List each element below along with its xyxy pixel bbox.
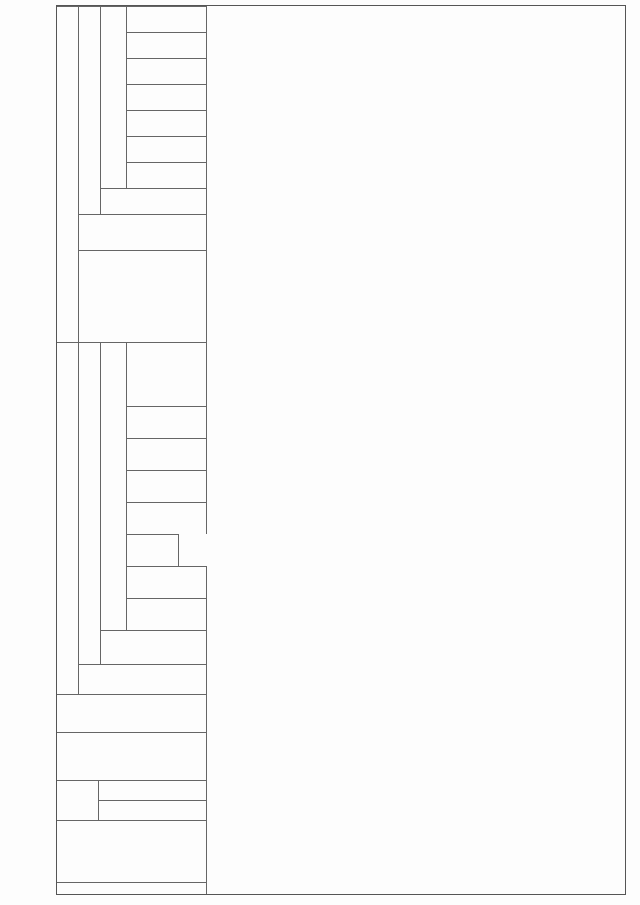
header-ind-2019 — [127, 32, 207, 58]
header-2016-note — [127, 502, 207, 534]
header-finance — [57, 342, 79, 694]
header-term-from — [99, 800, 207, 820]
header-ind-2020 — [127, 6, 207, 32]
header-2015 — [127, 566, 207, 598]
header-ind-2016 — [127, 110, 207, 136]
header-term — [57, 780, 99, 820]
header-ind-2015 — [127, 136, 207, 162]
header-2018 — [127, 438, 207, 470]
header-term-to — [99, 780, 207, 800]
header-ind-2017 — [127, 84, 207, 110]
header-2016 — [127, 534, 179, 566]
header-ind-name — [79, 250, 207, 342]
header-ind-total — [101, 188, 207, 214]
header-participants — [57, 694, 207, 732]
header-num — [57, 882, 207, 894]
header-total — [101, 630, 207, 664]
header-ind-value — [79, 6, 101, 214]
header-ind-unit — [79, 214, 207, 250]
header-ind-2014 — [127, 162, 207, 188]
header-by-year — [101, 342, 127, 630]
header-ind-2018 — [127, 58, 207, 84]
header-source — [79, 664, 207, 694]
header-executor — [57, 732, 207, 780]
header-2020 — [127, 342, 207, 406]
header-name — [57, 820, 207, 882]
header-ind-by-year — [101, 6, 127, 188]
header-2019 — [127, 406, 207, 438]
header-volume — [79, 342, 101, 664]
header-2014 — [127, 598, 207, 630]
program-table — [56, 5, 626, 895]
header-target — [57, 6, 79, 342]
header-2017 — [127, 470, 207, 502]
